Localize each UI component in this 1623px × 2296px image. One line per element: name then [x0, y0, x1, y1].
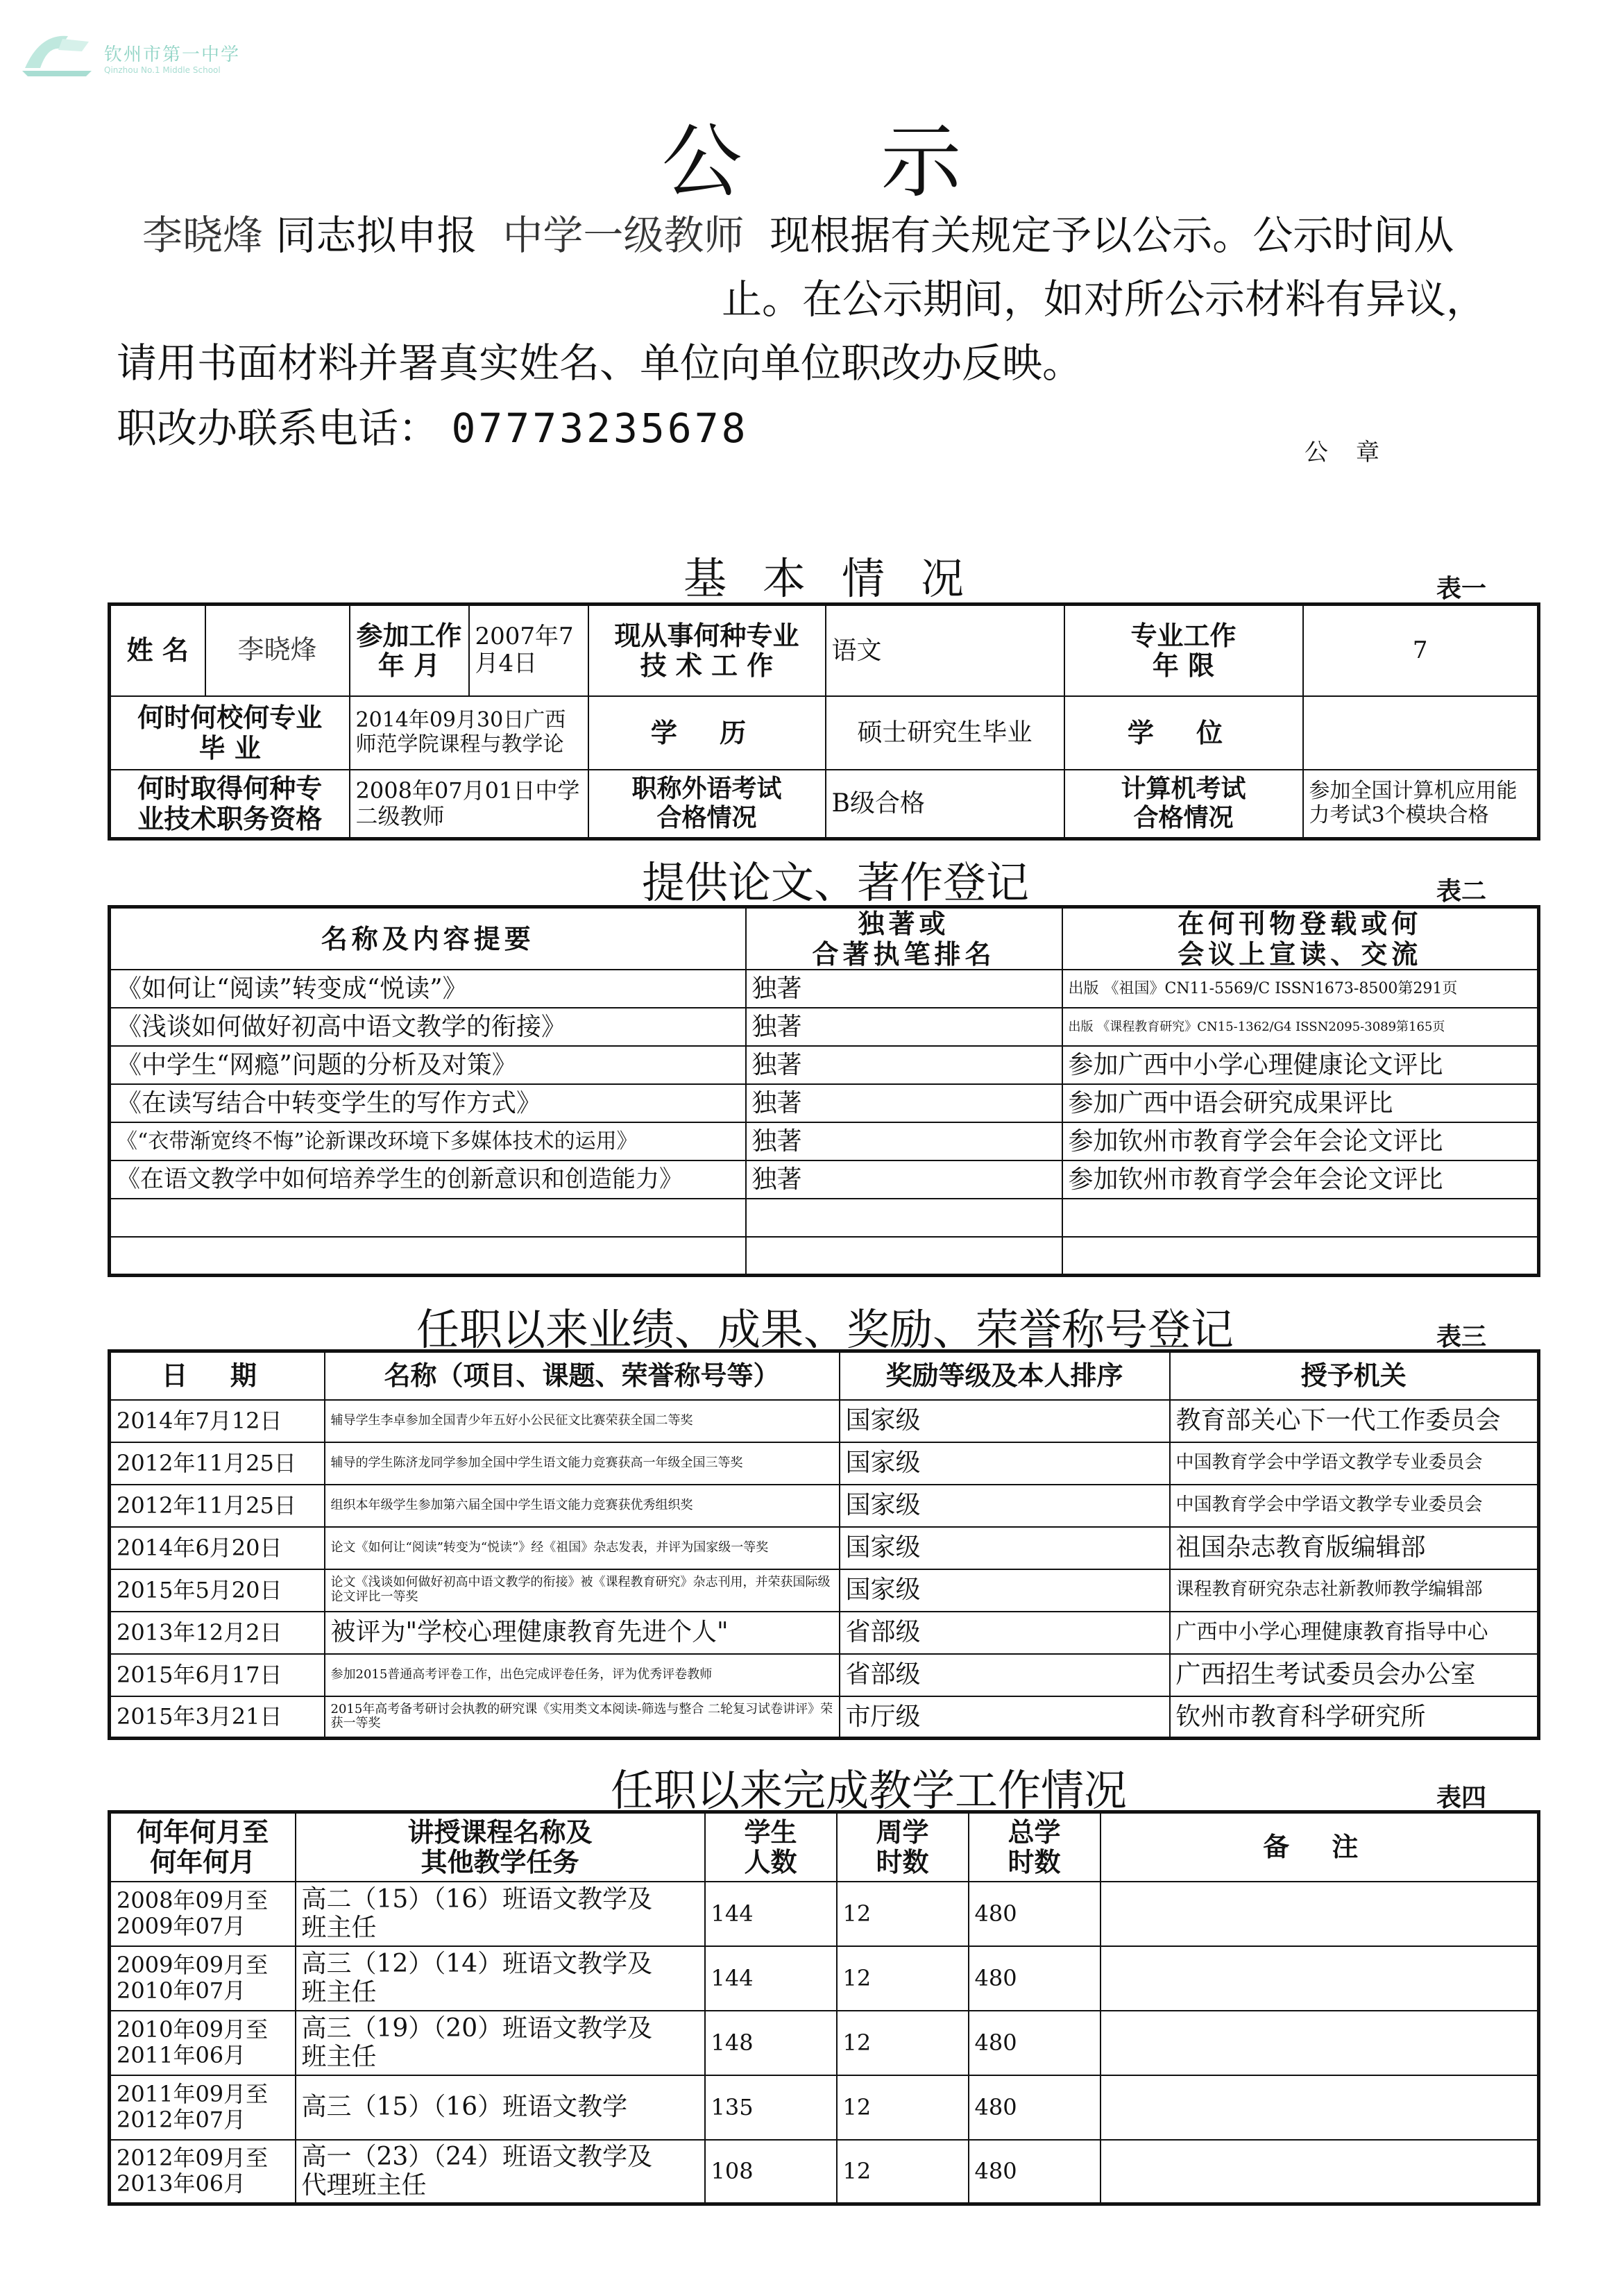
table-row: [110, 1696, 1539, 1739]
teaching-note: [1101, 2011, 1539, 2075]
teaching-total: 480: [969, 1946, 1101, 2011]
section-title-papers: 提供论文、著作登记: [642, 857, 1030, 908]
teaching-students: 144: [705, 1882, 837, 1946]
award-date: 2014年6月20日: [110, 1527, 325, 1569]
award-name: 论文《浅谈如何做好初高中语文教学的衔接》被《课程教育研究》杂志刊用，并荣获国际级论文评比一等奖: [325, 1569, 840, 1612]
award-date: 2015年3月21日: [110, 1696, 325, 1739]
teaching-students: 108: [705, 2140, 837, 2204]
teaching-weekly: 12: [837, 2075, 969, 2140]
notice-text-1: 同志拟申报: [275, 212, 477, 259]
teaching-course: [296, 1946, 705, 2011]
teaching-period-start: 2011年09月至: [117, 2081, 269, 2108]
papers-header-author-line-1: 独著或: [858, 908, 950, 939]
years-label-line-2: 年 限: [1152, 650, 1215, 682]
qualification-label: [110, 770, 350, 839]
award-org: 广西中小学心理健康教育指导中心: [1170, 1612, 1539, 1654]
paper-venue: 出版 《祖国》CN11-5569/C ISSN1673-8500第291页: [1062, 970, 1539, 1008]
foreign-language-label: [588, 770, 826, 839]
teaching-course-line-1: 高一（23）（24）班语文教学及: [301, 2142, 653, 2171]
award-level: 国家级: [840, 1485, 1170, 1527]
teaching-course: [296, 2075, 705, 2140]
teaching-table: [108, 1810, 1540, 2206]
table-row: [110, 1008, 1539, 1046]
teaching-course-line-2: 代理班主任: [301, 2171, 427, 2200]
teaching-period: [110, 1882, 296, 1946]
paper-author: 独著: [746, 1046, 1062, 1084]
award-date: 2015年6月17日: [110, 1654, 325, 1696]
teaching-header-weekly-line-1: 周学: [876, 1816, 929, 1848]
award-level: 省部级: [840, 1654, 1170, 1696]
award-org: 中国教育学会中学语文教学专业委员会: [1170, 1485, 1539, 1527]
paper-author: 独著: [746, 1008, 1062, 1046]
paper-author: 独著: [746, 1122, 1062, 1160]
teaching-weekly: 12: [837, 1882, 969, 1946]
teaching-header-total-line-2: 时数: [1008, 1846, 1061, 1878]
teaching-course-line-1: 高三（15）（16）班语文教学: [301, 2093, 628, 2122]
paper-author: [746, 1199, 1062, 1237]
teaching-header-period-line-1: 何年何月至: [137, 1816, 269, 1848]
education-value: 硕士研究生毕业: [826, 696, 1064, 770]
notice-text-2: 现根据有关规定予以公示。公示时间从: [770, 212, 1454, 259]
teaching-header-course-line-1: 讲授课程名称及: [407, 1816, 593, 1848]
teaching-period-start: 2008年09月至: [117, 1887, 269, 1914]
award-org: 钦州市教育科学研究所: [1170, 1696, 1539, 1739]
teaching-total: 480: [969, 2011, 1101, 2075]
paper-name: 《“衣带渐宽终不悔”论新课改环境下多媒体技术的运用》: [110, 1122, 746, 1160]
teaching-header-students: [705, 1812, 837, 1882]
award-level: 国家级: [840, 1442, 1170, 1485]
foreign-language-label-line-2: 合格情况: [656, 802, 757, 832]
years-value: 7: [1303, 605, 1539, 696]
award-org: 课程教育研究杂志社新教师教学编辑部: [1170, 1569, 1539, 1612]
award-org: 祖国杂志教育版编辑部: [1170, 1527, 1539, 1569]
award-org: 广西招生考试委员会办公室: [1170, 1654, 1539, 1696]
teaching-note: [1101, 1882, 1539, 1946]
table-row: [110, 1527, 1539, 1569]
work-start-label-line-1: 参加工作: [356, 619, 462, 651]
page-title: 公示: [661, 115, 1101, 209]
paper-name: [110, 1237, 746, 1275]
table-row: [110, 1442, 1539, 1485]
teaching-total: 480: [969, 2075, 1101, 2140]
table-row: [110, 1882, 1539, 1946]
teaching-weekly: 12: [837, 2011, 969, 2075]
paper-name: 《在读写结合中转变学生的写作方式》: [110, 1084, 746, 1122]
notice-line-3: 请用书面材料并署真实姓名、单位向单位职改办反映。: [117, 339, 1083, 387]
award-org: 中国教育学会中学语文教学专业委员会: [1170, 1442, 1539, 1485]
applied-position: 中学一级教师: [502, 212, 745, 259]
candidate-name: 李晓烽: [142, 212, 264, 259]
teaching-weekly: 12: [837, 2140, 969, 2204]
teaching-students: 135: [705, 2075, 837, 2140]
table-row: [110, 2140, 1539, 2204]
teaching-header-total-line-1: 总学: [1008, 1816, 1061, 1848]
table-row: [110, 1199, 1539, 1237]
teaching-period-end: 2013年06月: [117, 2170, 246, 2197]
name-value: 李晓烽: [205, 605, 350, 696]
section-title-teaching: 任职以来完成教学工作情况: [611, 1765, 1128, 1816]
table-row: [110, 2075, 1539, 2140]
foreign-language-value: B级合格: [826, 770, 1064, 839]
teaching-header-weekly-line-2: 时数: [876, 1846, 929, 1878]
table-row: [110, 1946, 1539, 2011]
computer-exam-value: 参加全国计算机应用能力考试3个模块合格: [1303, 770, 1539, 839]
teaching-course: [296, 2140, 705, 2204]
school-logo-text: 钦州市第一中学: [104, 44, 241, 65]
teaching-header-students-line-2: 人数: [744, 1846, 797, 1878]
teaching-course-line-1: 高三（19）（20）班语文教学及: [301, 2014, 653, 2043]
teaching-course: [296, 2011, 705, 2075]
table-row: [110, 1485, 1539, 1527]
notice-line-1: [142, 203, 1454, 261]
school-logo-subtitle: Qinzhou No.1 Middle School: [104, 65, 221, 75]
paper-venue: 参加广西中小学心理健康论文评比: [1062, 1046, 1539, 1084]
teaching-students: 148: [705, 2011, 837, 2075]
award-date: 2012年11月25日: [110, 1442, 325, 1485]
award-level: 省部级: [840, 1612, 1170, 1654]
section-title-awards: 任职以来业绩、成果、奖励、荣誉称号登记: [416, 1304, 1234, 1355]
paper-name: [110, 1199, 746, 1237]
paper-venue: 参加钦州市教育学会年会论文评比: [1062, 1160, 1539, 1199]
current-specialty-label-line-2: 技 术 工 作: [640, 650, 774, 682]
awards-header-level: 奖励等级及本人排序: [840, 1351, 1170, 1400]
name-label: 姓 名: [110, 605, 205, 696]
paper-venue: 出版 《课程教育研究》CN15-1362/G4 ISSN2095-3089第165页: [1062, 1008, 1539, 1046]
table-number-4: 表四: [1436, 1783, 1487, 1812]
teaching-weekly: 12: [837, 1946, 969, 2011]
teaching-course: [296, 1882, 705, 1946]
teaching-students: 144: [705, 1946, 837, 2011]
notice-line-2: 止。在公示期间，如对所公示材料有异议，: [722, 276, 1487, 323]
teaching-header-total: [969, 1812, 1101, 1882]
current-specialty-label: [588, 605, 826, 696]
section-title-basic: 基本情况: [683, 553, 1001, 604]
work-start-label-line-2: 年 月: [377, 650, 441, 682]
current-specialty-label-line-1: 现从事何种专业: [614, 619, 799, 651]
papers-table: [108, 905, 1540, 1277]
award-level: 国家级: [840, 1400, 1170, 1442]
papers-header-name: 名称及内容提要: [110, 907, 746, 970]
table-row: [110, 1084, 1539, 1122]
award-date: 2014年7月12日: [110, 1400, 325, 1442]
qualification-label-line-2: 业技术职务资格: [137, 802, 323, 834]
award-name: 组织本年级学生参加第六届全国中学生语文能力竞赛获优秀组织奖: [325, 1485, 840, 1527]
teaching-header-students-line-1: 学生: [744, 1816, 797, 1848]
teaching-course-line-2: 班主任: [301, 1914, 377, 1942]
education-label: 学 历: [588, 696, 826, 770]
qualification-label-line-1: 何时取得何种专: [137, 773, 323, 804]
award-name: 辅导的学生陈济龙同学参加全国中学生语文能力竞赛获高一年级全国三等奖: [325, 1442, 840, 1485]
teaching-header-course-line-2: 其他教学任务: [420, 1846, 579, 1878]
paper-name: 《浅谈如何做好初高中语文教学的衔接》: [110, 1008, 746, 1046]
teaching-course-line-2: 班主任: [301, 2043, 377, 2071]
paper-venue: 参加钦州市教育学会年会论文评比: [1062, 1122, 1539, 1160]
awards-header-name: 名称（项目、课题、荣誉称号等）: [325, 1351, 840, 1400]
qualification-value: 2008年07月01日中学二级教师: [350, 770, 588, 839]
teaching-period: [110, 2075, 296, 2140]
teaching-header-course: [296, 1812, 705, 1882]
paper-author: 独著: [746, 970, 1062, 1008]
awards-table: [108, 1349, 1540, 1740]
table-row: [110, 1046, 1539, 1084]
award-name: 论文《如何让“阅读”转变为“悦读”》经《祖国》杂志发表，并评为国家级一等奖: [325, 1527, 840, 1569]
graduation-value: 2014年09月30日广西师范学院课程与教学论: [350, 696, 588, 770]
teaching-note: [1101, 2075, 1539, 2140]
table-row: [110, 1612, 1539, 1654]
papers-header-venue-line-1: 在何刊物登载或何: [1178, 908, 1422, 939]
paper-name: 《中学生“网瘾”问题的分析及对策》: [110, 1046, 746, 1084]
teaching-note: [1101, 2140, 1539, 2204]
table-row: [110, 1654, 1539, 1696]
papers-header-venue: [1062, 907, 1539, 970]
teaching-period-start: 2009年09月至: [117, 1952, 269, 1979]
awards-header-date: 日 期: [110, 1351, 325, 1400]
teaching-course-line-1: 高三（12）（14）班语文教学及: [301, 1949, 653, 1978]
teaching-course-line-1: 高二（15）（16）班语文教学及: [301, 1884, 653, 1914]
table-number-1: 表一: [1436, 574, 1487, 603]
teaching-period-start: 2010年09月至: [117, 2016, 269, 2043]
awards-header-org: 授予机关: [1170, 1351, 1539, 1400]
paper-name: 《如何让“阅读”转变成“悦读”》: [110, 970, 746, 1008]
papers-header-author: [746, 907, 1062, 970]
table-number-3: 表三: [1436, 1322, 1487, 1351]
teaching-period-end: 2010年07月: [117, 1977, 246, 2004]
teaching-header-note: 备 注: [1101, 1812, 1539, 1882]
table-row: [110, 1237, 1539, 1275]
degree-label: 学 位: [1064, 696, 1303, 770]
graduation-label-line-1: 何时何校何专业: [137, 701, 323, 733]
award-level: 国家级: [840, 1569, 1170, 1612]
computer-exam-label-line-1: 计算机考试: [1121, 774, 1246, 804]
award-date: 2012年11月25日: [110, 1485, 325, 1527]
paper-author: 独著: [746, 1160, 1062, 1199]
work-start-label: [350, 605, 469, 696]
teaching-period: [110, 2011, 296, 2075]
teaching-period-start: 2012年09月至: [117, 2145, 269, 2172]
foreign-language-label-line-1: 职称外语考试: [631, 774, 782, 804]
teaching-note: [1101, 1946, 1539, 2011]
papers-header-author-line-2: 合著执笔排名: [812, 938, 996, 970]
school-logo: [19, 28, 96, 78]
award-level: 国家级: [840, 1527, 1170, 1569]
current-specialty-value: 语文: [826, 605, 1064, 696]
phone-number: 07773235678: [451, 405, 749, 452]
teaching-header-period: [110, 1812, 296, 1882]
paper-venue: 参加广西中语会研究成果评比: [1062, 1084, 1539, 1122]
paper-venue: [1062, 1199, 1539, 1237]
award-name: 参加2015普通高考评卷工作，出色完成评卷任务，评为优秀评卷教师: [325, 1654, 840, 1696]
official-seal-label: 公章: [1305, 439, 1407, 466]
paper-author: 独著: [746, 1084, 1062, 1122]
phone-label: 职改办联系电话：: [117, 405, 439, 452]
years-label: [1064, 605, 1303, 696]
graduation-label-line-2: 毕 业: [198, 732, 261, 763]
degree-value: [1303, 696, 1539, 770]
table-row: [110, 1160, 1539, 1199]
award-name: 2015年高考备考研讨会执教的研究课《实用类文本阅读-筛选与整合 二轮复习试卷讲评》荣获一等奖: [325, 1696, 840, 1739]
teaching-course-line-2: 班主任: [301, 1978, 377, 2007]
computer-exam-label-line-2: 合格情况: [1133, 802, 1234, 832]
table-row: [110, 2011, 1539, 2075]
paper-author: [746, 1237, 1062, 1275]
teaching-header-weekly: [837, 1812, 969, 1882]
teaching-period: [110, 1946, 296, 2011]
table-row: [110, 1122, 1539, 1160]
years-label-line-1: 专业工作: [1130, 619, 1237, 651]
teaching-period-end: 2012年07月: [117, 2107, 246, 2133]
teaching-header-period-line-2: 何年何月: [150, 1846, 256, 1878]
computer-exam-label: [1064, 770, 1303, 839]
graduation-label: [110, 696, 350, 770]
award-name: 辅导学生李卓参加全国青少年五好小公民征文比赛荣获全国二等奖: [325, 1400, 840, 1442]
paper-venue: [1062, 1237, 1539, 1275]
teaching-period-end: 2009年07月: [117, 1913, 246, 1939]
teaching-total: 480: [969, 1882, 1101, 1946]
table-row: [110, 1569, 1539, 1612]
table-row: [110, 970, 1539, 1008]
award-org: 教育部关心下一代工作委员会: [1170, 1400, 1539, 1442]
basic-info-table: [108, 602, 1540, 841]
papers-header-venue-line-2: 会议上宣读、交流: [1178, 938, 1422, 970]
teaching-total: 480: [969, 2140, 1101, 2204]
paper-name: 《在语文教学中如何培养学生的创新意识和创造能力》: [110, 1160, 746, 1199]
award-level: 市厅级: [840, 1696, 1170, 1739]
award-name: 被评为"学校心理健康教育先进个人": [325, 1612, 840, 1654]
work-start-value: 2007年7月4日: [469, 605, 588, 696]
teaching-period: [110, 2140, 296, 2204]
table-number-2: 表二: [1436, 877, 1487, 906]
teaching-period-end: 2011年06月: [117, 2042, 246, 2068]
notice-line-4: [117, 396, 749, 454]
award-date: 2015年5月20日: [110, 1569, 325, 1612]
table-row: [110, 1400, 1539, 1442]
award-date: 2013年12月2日: [110, 1612, 325, 1654]
